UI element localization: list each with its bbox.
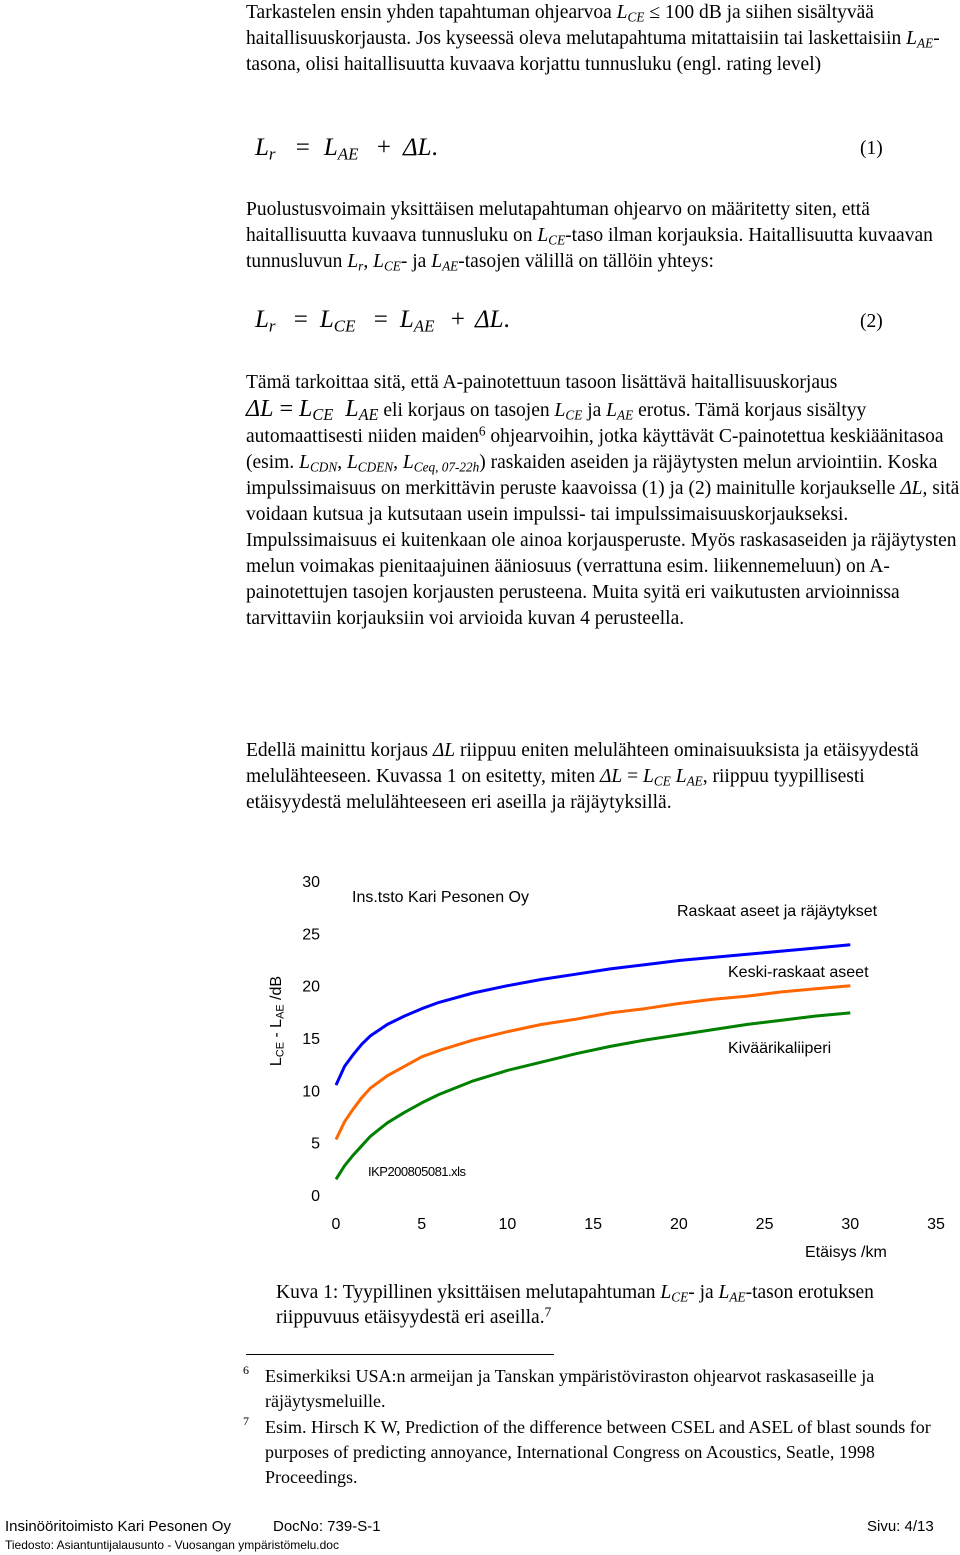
y-tick-label: 25 [302,926,320,944]
footnote-text: Esim. Hirsch K W, Prediction of the difference between CSEL and ASEL of blast sounds for purposes of predicting annoyance, International Congress on Acoustics, Seatle, 1998 Proceedings. [265,1417,931,1487]
equation-2: $L_r = L_{CE} = L_{AE} + \Delta L$. [255,306,510,336]
inline-equation-delta-l: $\Delta L = L_{CE}$ $L_{AE}$ [246,396,379,425]
footer-file: Tiedosto: Asiantuntijalausunto - Vuosangan ympäristömelu.doc [5,1538,339,1552]
x-tick-label: 30 [841,1216,860,1233]
x-tick-label: 15 [584,1216,603,1233]
y-tick-label: 20 [302,978,320,996]
chart-x-axis-label: Etäisys /km [805,1244,887,1261]
y-tick-label: 15 [302,1031,320,1048]
x-tick-label: 25 [755,1216,774,1233]
chart-watermark: Ins.tsto Kari Pesonen Oy [352,889,529,906]
footnote-ref-7: 7 [544,1304,552,1320]
legend-label-heavy: Raskaat aseet ja räjäytykset [677,903,878,920]
equation-2-number: (2) [860,311,883,332]
footnote-text: Esimerkiksi USA:n armeijan ja Tanskan ympäristöviraston ohjearvot raskasaseille ja räjäytysmeluille. [265,1366,875,1411]
x-tick-labels [332,1216,945,1233]
y-tick-label: 30 [302,874,320,891]
paragraph-1: Tarkastelen ensin yhden tapahtuman ohjearvoa $L_{CE} \le 100$ dB ja siihen sisältyvää haitallisuuskorjausta. Jos kyseessä oleva melutapahtuma mitattaisiin tai laskettaisiin $L_{AE}$-tasona, olisi haitallisuutta kuvaava korjattu tunnusluku (engl. rating level) [246,2,940,75]
paragraph-2: Puolustusvoimain yksittäisen melutapahtuman ohjearvo on määritetty siten, että haitallisuutta kuvaava tunnusluku on $L_{CE}$-taso ilman korjauksia. Haitallisuutta kuvaavan tunnusluvun $L_r$, $L_{CE}-$ ja $L_{AE}$-tasojen välillä on tällöin yhteys: [246,199,933,274]
footnote-number: 7 [243,1414,249,1428]
y-tick-label: 10 [302,1083,320,1101]
footnote-separator [246,1354,554,1355]
footnote-7 [243,1414,960,1490]
footnote-ref-6: 6 [478,423,486,439]
paragraph-3: Tämä tarkoittaa sitä, että A-painotettuun tasoon lisättävä haitallisuuskorjaus $\Delta L = L_{CE}$ $L_{AE}$ eli korjaus on tasojen $L_{CE}$ ja $L_{AE}$ erotus. Tämä korjaus sisältyy automaattisesti niiden maiden$^6$ ohjearvoihin, jotka käyttävät C-painotettua keskiäänitasoa (esim. $L_{CDN}$, $L_{CDEN}$, $L_{Ceq, 07-22h}$) raskaiden aseiden ja räjäytysten melun arviointiin. Koska impulssimaisuus on merkittävin peruste kaavoissa (1) ja (2) mainitulle korjaukselle ΔL, sitä voidaan kutsua ja kutsutaan usein impulssi- tai impulssimaisuuskorjaukseksi. Impulssimaisuus ei kuitenkaan ole ainoa korjausperuste. Myös raskasaseiden ja räjäytysten melun voimakas pienitaajuinen ääniosuus (verrattuna esim. liikennemeluun) on A-painotettujen tasojen korjausten perusteena. Muita syitä eri vaikutusten arvioinnissa tarvittaviin korjauksiin voi arvioida kuvan 4 perusteella. [246,372,960,629]
equation-1: $L_r = L_{AE} + \Delta L$. [255,134,438,164]
legend-label-rifle: Kiväärikaliiperi [728,1040,832,1057]
figure-caption: Kuva 1: Tyypillinen yksittäisen melutapahtuman $L_{CE}-$ ja $L_{AE}$-tason erotuksen riippuvuus etäisyydestä eri aseilla.$^7$ [276,1282,874,1328]
x-tick-label: 10 [498,1216,517,1233]
paragraph-4: Edellä mainittu korjaus ΔL riippuu eniten melulähteen ominaisuuksista ja etäisyydestä melulähteeseen. Kuvassa 1 on esitetty, miten $\Delta L = L_{CE}$ $L_{AE}$, riippuu tyypillisesti etäisyydestä melulähteeseen eri aseilla ja räjäytyksillä. [246,740,919,813]
footer-docno: DocNo: 739-S-1 [273,1518,381,1535]
figure-1-chart [250,860,960,1280]
y-tick-label: 5 [311,1135,320,1153]
equation-1-number: (1) [860,138,883,159]
footnote-number: 6 [243,1363,249,1377]
footnote-6 [243,1363,960,1414]
x-tick-label: 5 [417,1216,427,1233]
x-tick-label: 0 [331,1216,341,1233]
page-footer [5,1518,945,1555]
series-line-3 [336,1013,850,1179]
chart-file-label: IKP200805081.xls [368,1164,466,1179]
chart-svg [250,860,960,1280]
series-line-2 [336,986,850,1140]
legend-label-medium: Keski-raskaat aseet [728,964,869,981]
footer-company: Insinööritoimisto Kari Pesonen Oy [5,1518,231,1535]
x-tick-label: 20 [669,1216,688,1233]
footer-page: Sivu: 4/13 [867,1518,934,1535]
y-tick-labels [302,874,320,1205]
chart-y-axis-label: $L_{CE} - L_{AE}$ /dB [268,975,287,1067]
x-tick-label: 35 [927,1216,945,1233]
y-tick-label: 0 [311,1188,320,1205]
